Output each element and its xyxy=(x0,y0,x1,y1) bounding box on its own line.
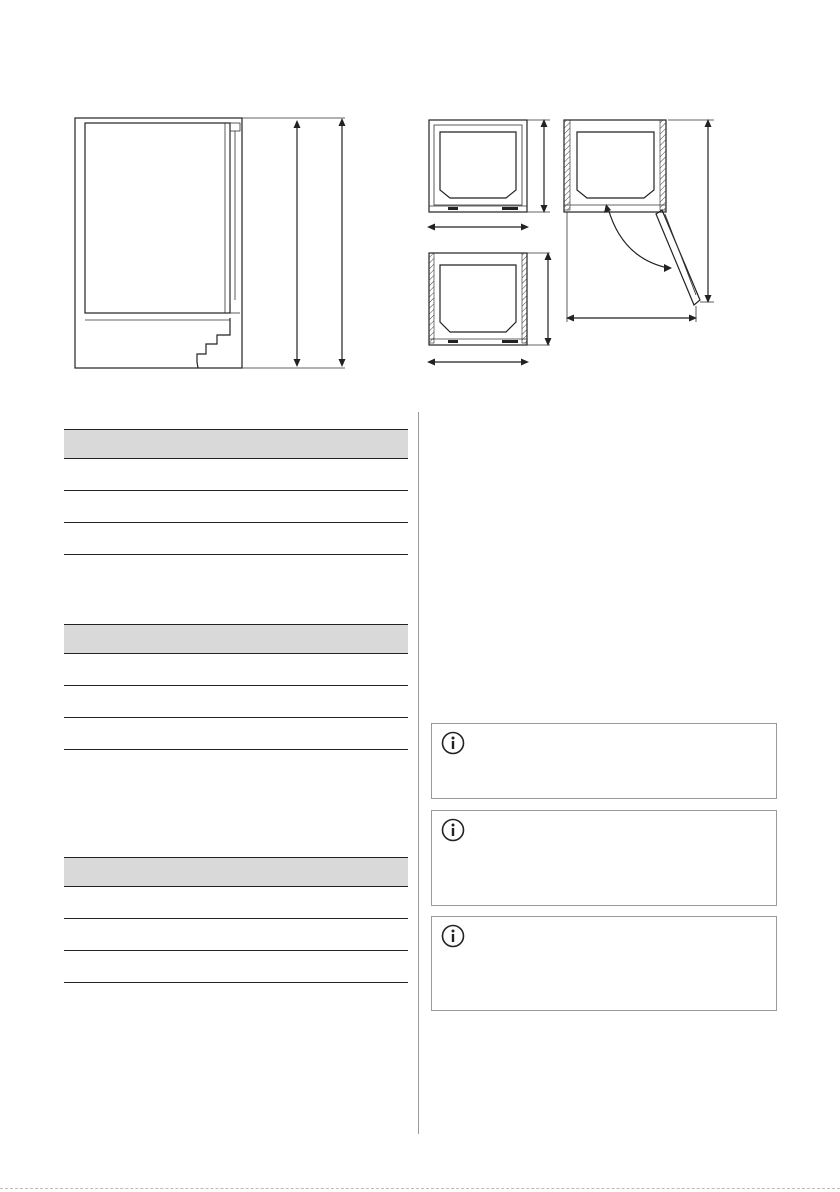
appliance-top-view-panels-icon xyxy=(427,252,552,366)
info-note-3 xyxy=(431,916,777,1011)
spec-table-1 xyxy=(64,429,408,555)
table-row xyxy=(64,718,408,750)
table-row xyxy=(64,523,408,555)
top-view-dimension-diagrams xyxy=(418,110,718,380)
table-header xyxy=(64,429,408,459)
info-icon xyxy=(441,731,465,755)
page-bottom-edge xyxy=(0,1188,840,1189)
table-header xyxy=(64,857,408,887)
info-note-2 xyxy=(431,810,777,906)
column-divider xyxy=(418,412,419,1134)
table-header xyxy=(64,624,408,654)
appliance-top-view-set-icon xyxy=(418,110,718,380)
info-icon xyxy=(441,924,465,948)
appliance-top-view-door-open-icon xyxy=(564,119,714,322)
spec-table-3 xyxy=(64,857,408,983)
spec-table-2 xyxy=(64,624,408,750)
cabinet-dimension-diagram xyxy=(70,110,360,376)
table-row xyxy=(64,951,408,983)
table-row xyxy=(64,459,408,491)
info-icon xyxy=(441,818,465,842)
info-note-1 xyxy=(431,723,777,799)
table-row xyxy=(64,491,408,523)
appliance-cabinet-side-view-icon xyxy=(70,110,360,376)
table-row xyxy=(64,887,408,919)
table-row xyxy=(64,919,408,951)
table-row xyxy=(64,686,408,718)
table-row xyxy=(64,654,408,686)
appliance-top-view-icon xyxy=(427,119,550,231)
